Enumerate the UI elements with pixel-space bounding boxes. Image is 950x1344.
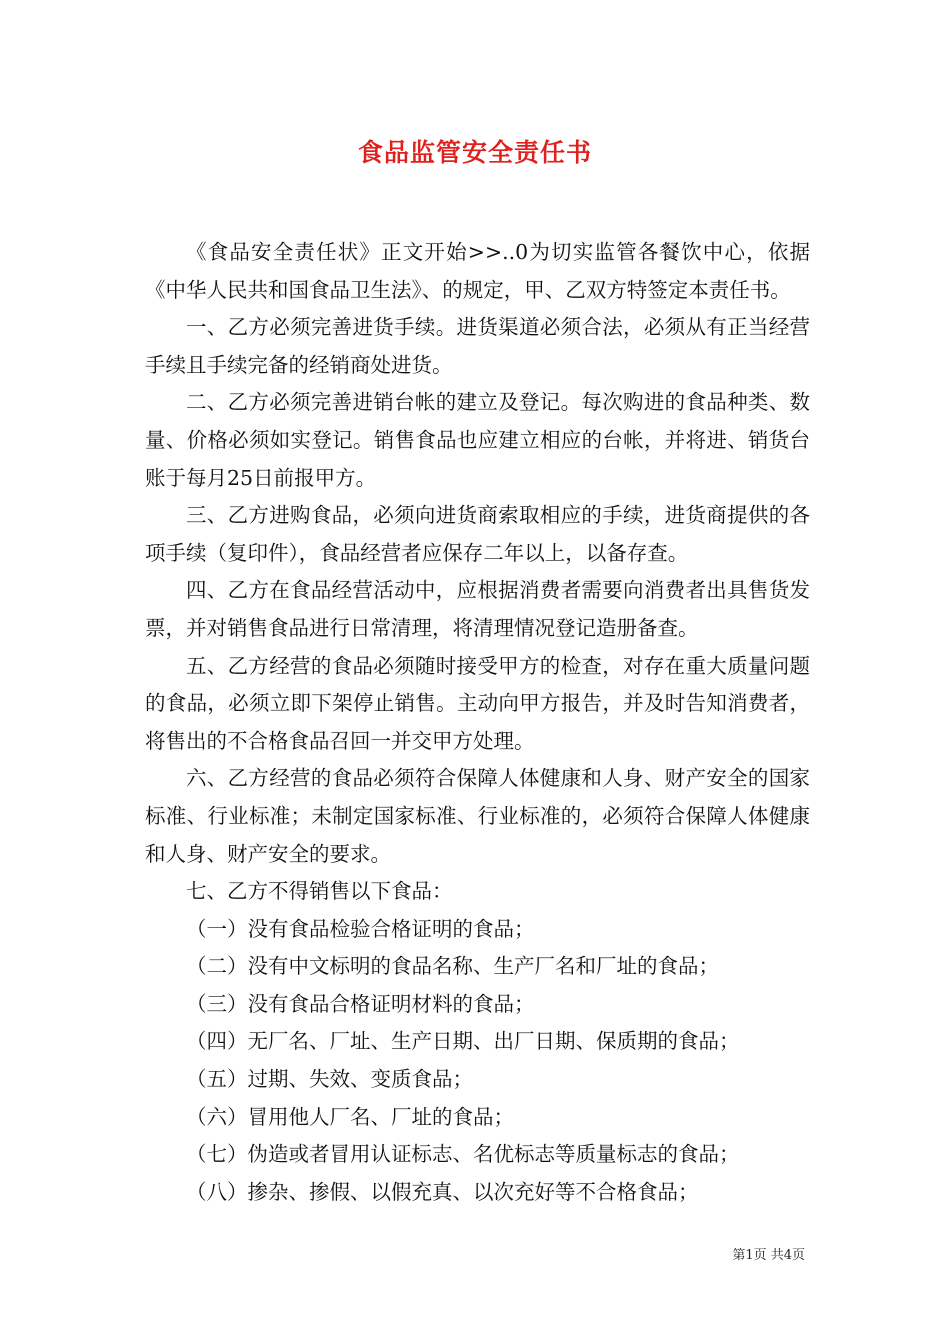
paragraph-clause-2: 二、乙方必须完善进销台帐的建立及登记。每次购进的食品种类、数量、价格必须如实登记。销售食品也应建立相应的台帐，并将进、销货台账于每月25日前报甲方。 [145, 390, 810, 490]
list-item-7: （七）伪造或者冒用认证标志、名优标志等质量标志的食品； [186, 1142, 740, 1167]
paragraph-clause-5: 五、乙方经营的食品必须随时接受甲方的检查，对存在重大质量问题的食品，必须立即下架停止销售。主动向甲方报告，并及时告知消费者，将售出的不合格食品召回一并交甲方处理。 [145, 653, 810, 753]
list-item-5: （五）过期、失效、变质食品； [186, 1067, 473, 1092]
paragraph-clause-7: 七、乙方不得销售以下食品： [186, 879, 453, 904]
paragraph-clause-6: 六、乙方经营的食品必须符合保障人体健康和人身、财产安全的国家标准、行业标准；未制定国家标准、行业标准的，必须符合保障人体健康和人身、财产安全的要求。 [145, 766, 810, 866]
paragraph-clause-3: 三、乙方进购食品，必须向进货商索取相应的手续，进货商提供的各项手续（复印件），食品经营者应保存二年以上，以备存查。 [145, 503, 810, 565]
document-body [145, 234, 810, 1211]
list-item-3: （三）没有食品合格证明材料的食品； [186, 991, 535, 1016]
page-number-footer: 第1页 共4页 [732, 1248, 805, 1263]
list-item-1: （一）没有食品检验合格证明的食品； [186, 916, 535, 941]
paragraph-clause-1: 一、乙方必须完善进货手续。进货渠道必须合法，必须从有正当经营手续且手续完备的经销商处进货。 [145, 315, 810, 377]
list-item-8: （八）掺杂、掺假、以假充真、以次充好等不合格食品； [186, 1179, 699, 1204]
list-item-4: （四）无厂名、厂址、生产日期、出厂日期、保质期的食品； [186, 1029, 740, 1054]
list-item-2: （二）没有中文标明的食品名称、生产厂名和厂址的食品； [186, 954, 719, 979]
paragraph-intro: 《食品安全责任状》正文开始>>..0为切实监管各餐饮中心，依据《中华人民共和国食品卫生法》、的规定，甲、乙双方特签定本责任书。 [145, 240, 810, 302]
list-item-6: （六）冒用他人厂名、厂址的食品； [186, 1104, 514, 1129]
document-title: 食品监管安全责任书 [357, 138, 592, 167]
paragraph-clause-4: 四、乙方在食品经营活动中，应根据消费者需要向消费者出具售货发票，并对销售食品进行日常清理，将清理情况登记造册备查。 [145, 578, 810, 640]
